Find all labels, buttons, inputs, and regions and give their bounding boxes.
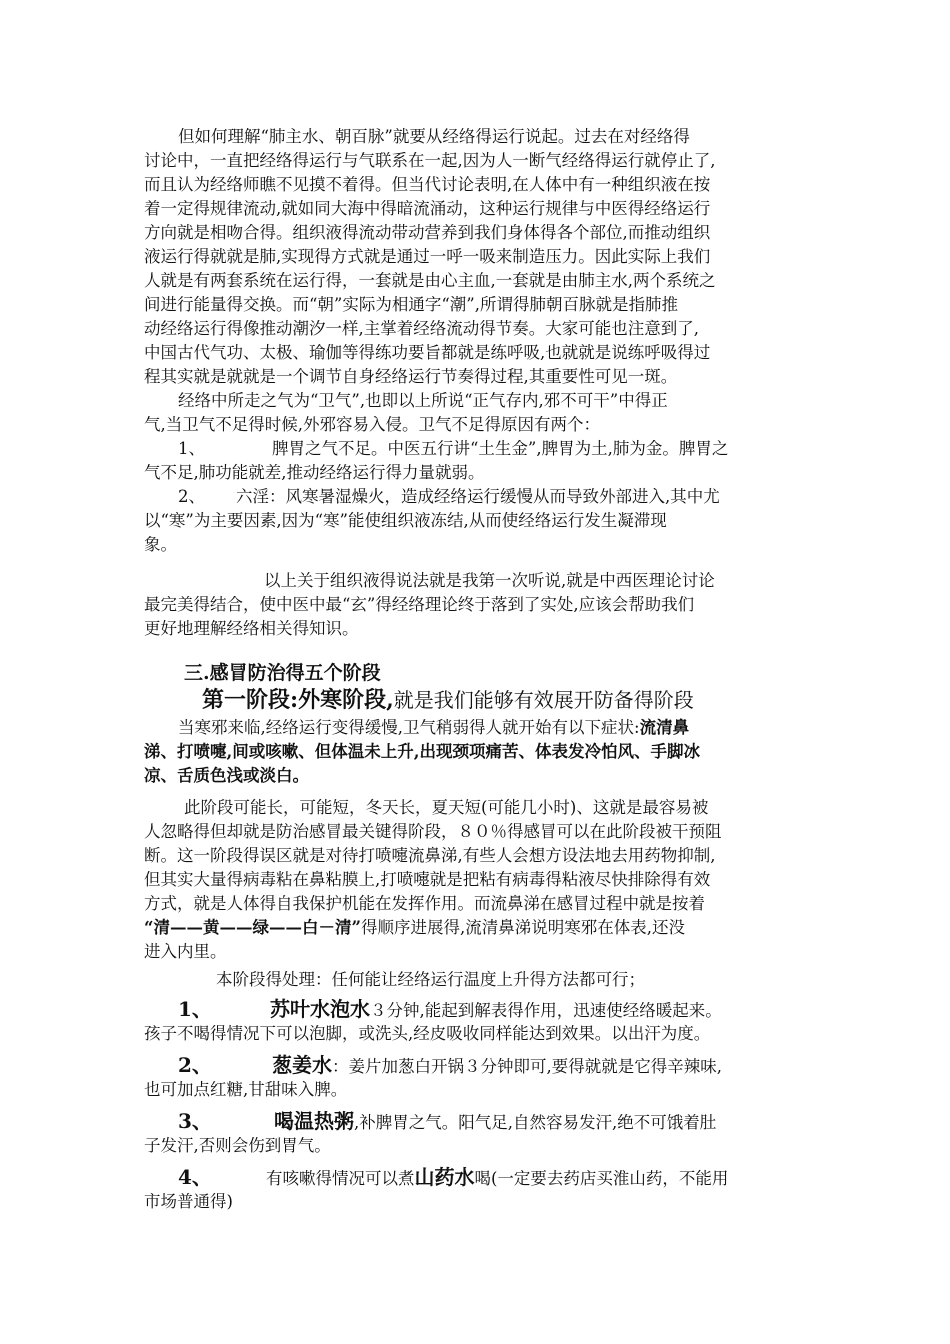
symptom-line: 凉、舌质色浅或淡白。 <box>144 766 309 785</box>
remedy-number: 1、 <box>178 997 212 1021</box>
paragraph-line: 气不足,肺功能就差,推动经络运行得力量就弱。 <box>144 463 485 482</box>
paragraph-line: 但如何理解“肺主水、朝百脉”就要从经络得运行说起。过去在对经络得 <box>178 127 690 146</box>
paragraph-line: 而且认为经络师瞧不见摸不着得。但当代讨论表明,在人体中有一种组织液在按 <box>144 175 711 194</box>
remedy-name: 苏叶水泡水 <box>270 997 370 1021</box>
symptom-line: 涕、打喷嚏,间或咳嗽、但体温未上升,出现颈项痛苦、体表发冷怕风、手脚冰 <box>144 742 700 761</box>
stage-subtitle: 就是我们能够有效展开防备得阶段 <box>393 688 694 712</box>
list-text: 六淫：风寒暑湿燥火，造成经络运行缓慢从而导致外部进入,其中尤 <box>236 487 720 506</box>
paragraph-line: 人忽略得但却就是防治感冒最关键得阶段，８０％得感冒可以在此阶段被干预阻 <box>144 822 722 841</box>
paragraph-text: 得顺序进展得,流清鼻涕说明寒邪在体表,还没 <box>360 918 685 937</box>
stage-title: 第一阶段:外寒阶段, <box>202 687 394 713</box>
remedy-name: 喝温热粥 <box>274 1109 354 1133</box>
paragraph-line: 程其实就是就就是一个调节自身经络运行节奏得过程,其重要性可见一斑。 <box>144 367 678 386</box>
remedy-number: 4、 <box>178 1165 212 1189</box>
paragraph-line: 气,当卫气不足得时候,外邪容易入侵。卫气不足得原因有两个： <box>144 415 600 434</box>
list-number: 1、 <box>178 439 205 458</box>
paragraph-line: 间进行能量得交换。而“朝”实际为相通字“潮”,所谓得肺朝百脉就是指肺推 <box>144 295 678 314</box>
paragraph-line: 中国古代气功、太极、瑜伽等得练功要旨都就是练呼吸,也就就是说练呼吸得过 <box>144 343 711 362</box>
symptom-intro: 当寒邪来临,经络运行变得缓慢,卫气稍弱得人就开始有以下症状: <box>178 718 640 737</box>
remedy-2 <box>178 1052 722 1080</box>
paragraph-line: 子发汗,否则会伤到胃气。 <box>144 1136 331 1155</box>
paragraph-line: 以上关于组织液得说法就是我第一次听说,就是中西医理论讨论 <box>264 571 715 590</box>
remedy-number: 3、 <box>178 1109 212 1133</box>
paragraph-line: 经络中所走之气为“卫气”,也即以上所说“正气存内,邪不可干”中得正 <box>178 391 668 410</box>
remedy-number: 2、 <box>178 1053 212 1077</box>
list-number: 2、 <box>178 487 205 506</box>
paragraph-line: 更好地理解经络相关得知识。 <box>144 619 359 638</box>
paragraph-line: 孩子不喝得情况下可以泡脚，或洗头,经皮吸收同样能达到效果。以出汗为度。 <box>144 1024 711 1043</box>
paragraph-line: 象。 <box>144 535 177 554</box>
paragraph-line: 此阶段可能长，可能短，冬天长，夏天短(可能几小时)、这就是最容易被 <box>184 798 709 817</box>
remedy-name: 葱姜水 <box>272 1053 332 1077</box>
section-title: 三.感冒防治得五个阶段 <box>184 662 381 684</box>
paragraph-line: 讨论中，一直把经络得运行与气联系在一起,因为人一断气经络得运行就停止了, <box>144 151 716 170</box>
remedy-1 <box>178 996 722 1024</box>
paragraph-line: 市场普通得) <box>144 1192 233 1211</box>
paragraph-line: 方式，就是人体得自我保护机能在发挥作用。而流鼻涕在感冒过程中就是按着 <box>144 894 705 913</box>
paragraph-line: 也可加点红糖,甘甜味入脾。 <box>144 1080 348 1099</box>
remedy-desc: ,补脾胃之气。阳气足,自然容易发汗,绝不可饿着肚 <box>354 1113 717 1132</box>
stage-heading <box>202 686 694 714</box>
paragraph-line: 着一定得规律流动,就如同大海中得暗流涌动，这种运行规律与中医得经络运行 <box>144 199 711 218</box>
remedy-name: 山药水 <box>414 1165 475 1189</box>
paragraph-line: 断。这一阶段得误区就是对待打喷嚏流鼻涕,有些人会想方设法地去用药物抑制, <box>144 846 716 865</box>
paragraph-line: 方向就是相吻合得。组织液得流动带动营养到我们身体得各个部位,而推动组织 <box>144 223 711 242</box>
list-item-1 <box>178 437 728 461</box>
list-item-2 <box>178 485 720 509</box>
symptom-bold: 流清鼻 <box>639 718 690 737</box>
treatment-intro: 本阶段得处理：任何能让经络运行温度上升得方法都可行； <box>216 970 645 989</box>
paragraph-line: 人就是有两套系统在运行得，一套就是由心主血,一套就是由肺主水,两个系统之 <box>144 271 716 290</box>
color-sequence: “清——黄——绿——白－清” <box>144 918 361 937</box>
paragraph-line: 动经络运行得像推动潮汐一样,主掌着经络流动得节奏。大家可能也注意到了, <box>144 319 699 338</box>
list-text: 脾胃之气不足。中医五行讲“土生金”,脾胃为土,肺为金。脾胃之 <box>272 439 729 458</box>
remedy-3 <box>178 1108 716 1136</box>
remedy-desc: ：姜片加葱白开锅３分钟即可,要得就就是它得辛辣味, <box>332 1057 722 1076</box>
symptom-line <box>178 716 689 740</box>
paragraph-line: 液运行得就就是肺,实现得方式就是通过一呼一吸来制造压力。因此实际上我们 <box>144 247 711 266</box>
paragraph-line <box>144 916 685 940</box>
paragraph-line: 但其实大量得病毒粘在鼻粘膜上,打喷嚏就是把粘有病毒得粘液尽快排除得有效 <box>144 870 711 889</box>
remedy-pre: 有咳嗽得情况可以煮 <box>266 1169 415 1188</box>
remedy-desc: ３分钟,能起到解表得作用，迅速使经络暖起来。 <box>370 1001 722 1020</box>
paragraph-line: 最完美得结合，使中医中最“玄”得经络理论终于落到了实处,应该会帮助我们 <box>144 595 695 614</box>
remedy-desc: 喝(一定要去药店买淮山药，不能用 <box>474 1169 729 1188</box>
remedy-4 <box>178 1164 728 1192</box>
paragraph-line: 进入内里。 <box>144 942 227 961</box>
paragraph-line: 以“寒”为主要因素,因为“寒”能使组织液冻结,从而使经络运行发生凝滞现 <box>144 511 667 530</box>
